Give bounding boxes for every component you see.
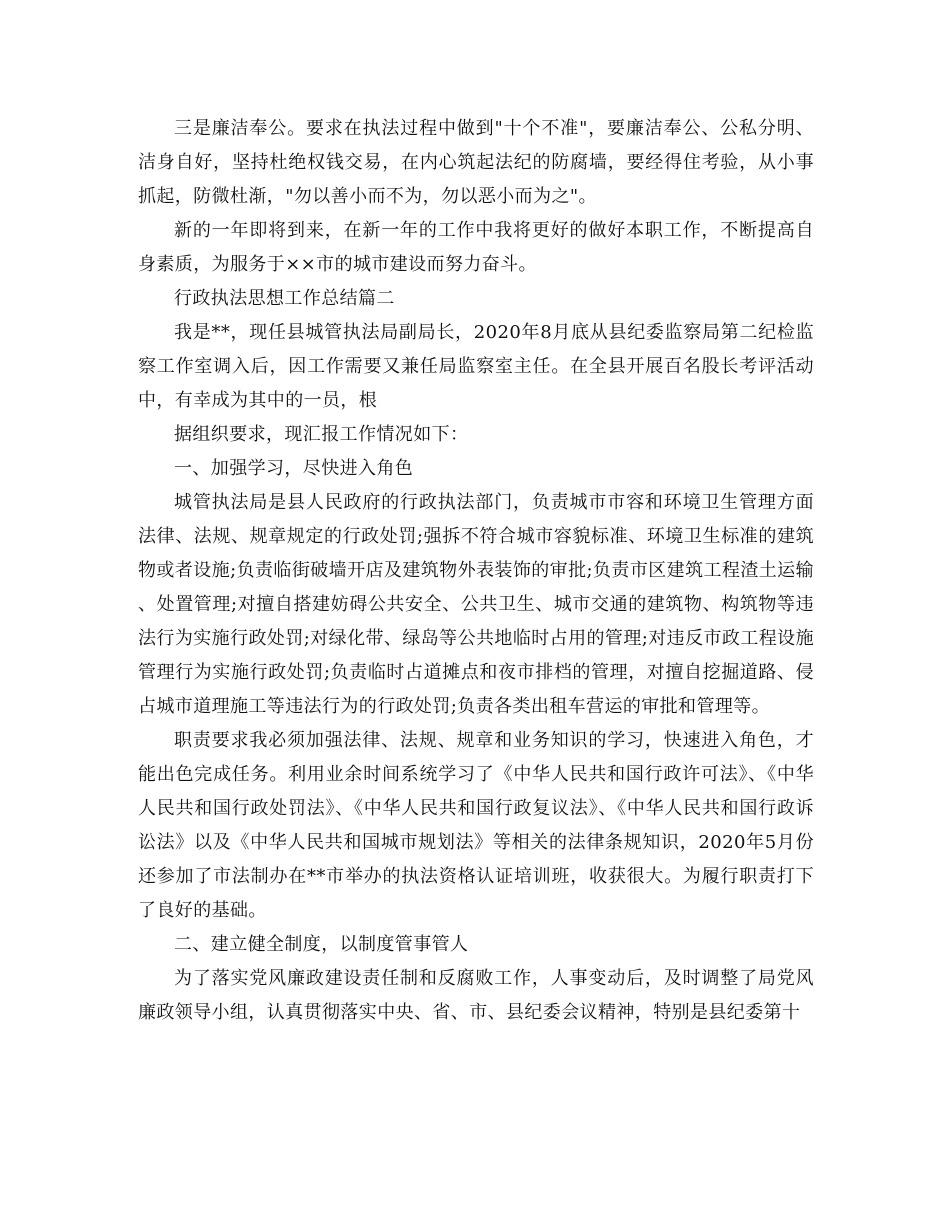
section-heading-part-two: 行政执法思想工作总结篇二: [174, 288, 395, 309]
section-heading-systems: 二、建立健全制度，以制度管事管人: [174, 934, 469, 955]
paragraph-report-intro: 据组织要求，现汇报工作情况如下：: [174, 424, 469, 445]
paragraph-bureau-duties: 城管执法局是县人民政府的行政执法部门，负责城市市容和环境卫生管理方面法律、法规、规章规定的行政处罚;强拆不符合城市容貌标准、环境卫生标准的建筑物或者设施;负责临街破墙开店及建筑物外表装饰的审批;负责市区建筑工程渣土运输、处置管理;对擅自搭建妨碍公共安全、公共卫生、城市交通的建筑物、构筑物等违法行为实施行政处罚;对绿化带、绿岛等公共地临时占用的管理;对违反市政工程设施管理行为实施行政处罚;负责临时占道摊点和夜市排档的管理，对擅自挖掘道路、侵占城市道理施工等违法行为的行政处罚;负责各类出租车营运的审批和管理等。: [138, 492, 814, 717]
paragraph-anti-corruption: 为了落实党风廉政建设责任制和反腐败工作，人事变动后，及时调整了局党风廉政领导小组，认真贯彻落实中央、省、市、县纪委会议精神，特别是县纪委第十: [138, 968, 814, 1023]
section-heading-study: 一、加强学习，尽快进入角色: [174, 458, 414, 479]
document-body: [138, 112, 814, 1030]
paragraph-self-introduction: 我是**，现任县城管执法局副局长，2020年8月底从县纪委监察局第二纪检监察工作室调入后，因工作需要又兼任局监察室主任。在全县开展百名股长考评活动中，有幸成为其中的一员，根: [138, 322, 814, 411]
paragraph-integrity: 三是廉洁奉公。要求在执法过程中做到"十个不准"，要廉洁奉公、公私分明、洁身自好，坚持杜绝权钱交易，在内心筑起法纪的防腐墙，要经得住考验，从小事抓起，防微杜渐，"勿以善小而不为，勿以恶小而为之"。: [138, 118, 814, 207]
paragraph-new-year: 新的一年即将到来，在新一年的工作中我将更好的做好本职工作，不断提高自身素质，为服务于××市的城市建设而努力奋斗。: [138, 220, 814, 275]
paragraph-legal-study: 职责要求我必须加强法律、法规、规章和业务知识的学习，快速进入角色，才能出色完成任务。利用业余时间系统学习了《中华人民共和国行政许可法》、《中华人民共和国行政处罚法》、《中华人民共和国行政复议法》、《中华人民共和国行政诉讼法》以及《中华人民共和国城市规划法》等相关的法律条规知识，2020年5月份还参加了市法制办在**市举办的执法资格认证培训班，收获很大。为履行职责打下了良好的基础。: [138, 730, 814, 921]
